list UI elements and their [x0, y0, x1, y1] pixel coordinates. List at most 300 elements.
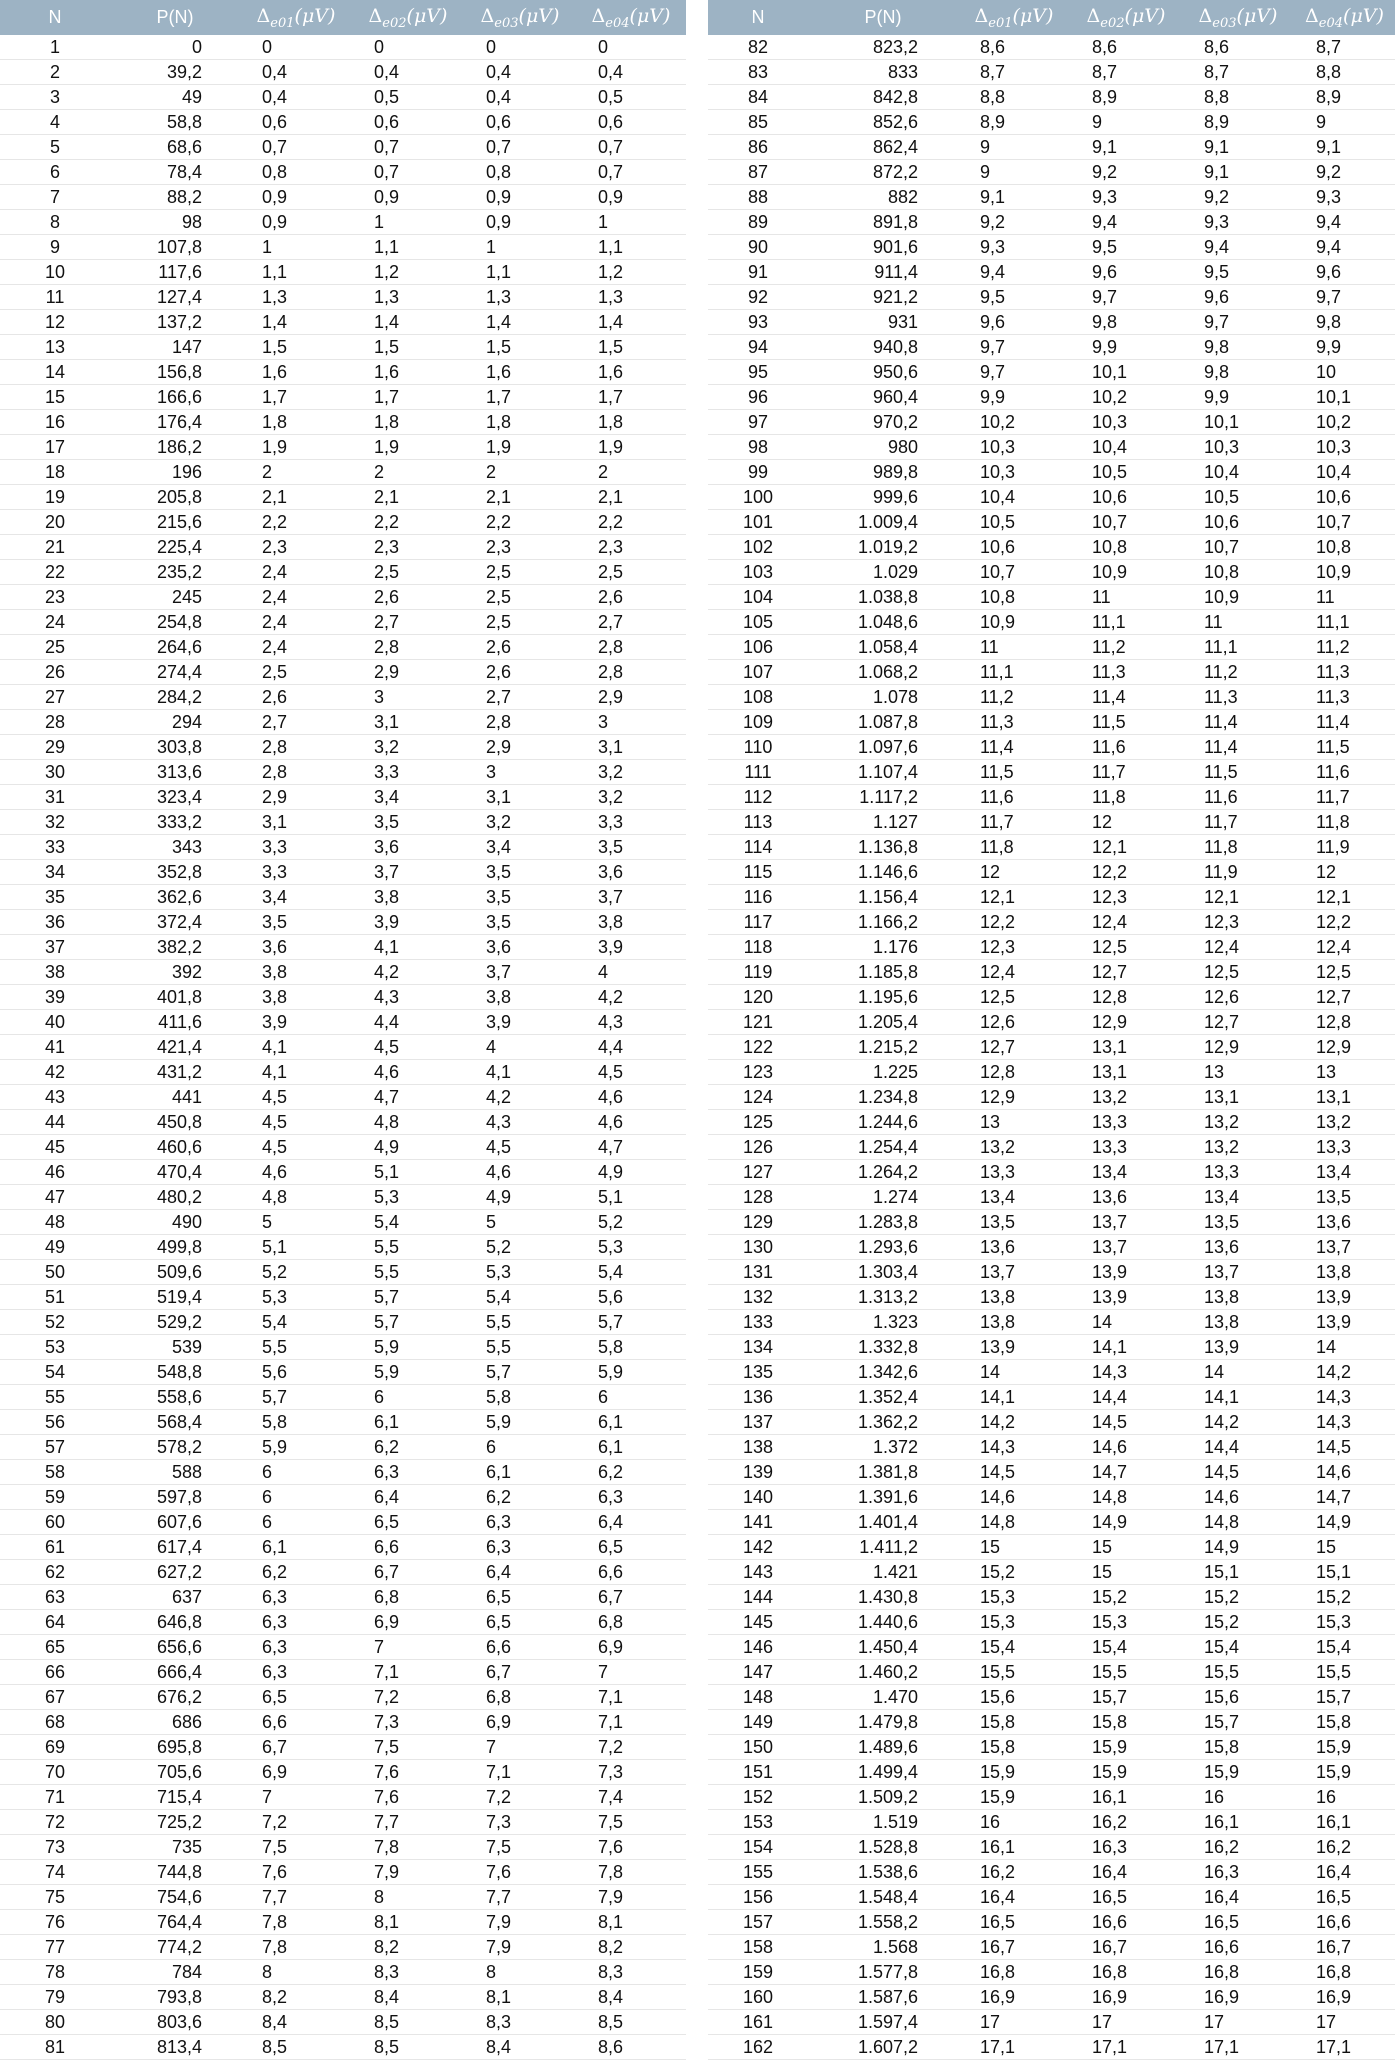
cell-e02: 0,5: [352, 85, 464, 110]
cell-e03: 6,5: [464, 1610, 576, 1635]
cell-p: 597,8: [110, 1485, 240, 1510]
cell-p: 744,8: [110, 1860, 240, 1885]
cell-p: 1.352,4: [808, 1385, 958, 1410]
table-row: [708, 1310, 1395, 1335]
cell-e01: 15,3: [958, 1610, 1070, 1635]
data-table-right: [708, 0, 1395, 2060]
cell-e04: 6,1: [576, 1435, 686, 1460]
cell-e01: 16,4: [958, 1885, 1070, 1910]
table-row: [708, 1810, 1395, 1835]
cell-e02: 3,5: [352, 810, 464, 835]
cell-e03: 11,5: [1182, 760, 1294, 785]
cell-p: 607,6: [110, 1510, 240, 1535]
cell-e01: 13,7: [958, 1260, 1070, 1285]
cell-n: 139: [708, 1460, 808, 1485]
cell-e02: 15,8: [1070, 1710, 1182, 1735]
cell-n: 72: [0, 1810, 110, 1835]
cell-e01: 0,4: [240, 60, 352, 85]
cell-e02: 8: [352, 1885, 464, 1910]
cell-p: 568,4: [110, 1410, 240, 1435]
cell-e02: 0: [352, 35, 464, 60]
cell-e04: 13,4: [1294, 1160, 1395, 1185]
cell-e01: 3,9: [240, 1010, 352, 1035]
cell-p: 127,4: [110, 285, 240, 310]
cell-e04: 4,7: [576, 1135, 686, 1160]
cell-e04: 16,2: [1294, 1835, 1395, 1860]
cell-p: 548,8: [110, 1360, 240, 1385]
cell-e03: 1,3: [464, 285, 576, 310]
cell-e02: 9,7: [1070, 285, 1182, 310]
cell-e02: 3,3: [352, 760, 464, 785]
cell-e03: 12,1: [1182, 885, 1294, 910]
cell-e02: 0,7: [352, 135, 464, 160]
cell-e01: 9,6: [958, 310, 1070, 335]
cell-e01: 1: [240, 235, 352, 260]
cell-e03: 2,9: [464, 735, 576, 760]
table-row: [0, 560, 686, 585]
cell-p: 989,8: [808, 460, 958, 485]
cell-e01: 4,1: [240, 1060, 352, 1085]
cell-n: 143: [708, 1560, 808, 1585]
cell-n: 146: [708, 1635, 808, 1660]
cell-e01: 13,6: [958, 1235, 1070, 1260]
cell-p: 49: [110, 85, 240, 110]
table-row: [0, 1960, 686, 1985]
cell-e04: 3,8: [576, 910, 686, 935]
cell-e01: 1,7: [240, 385, 352, 410]
cell-p: 1.293,6: [808, 1235, 958, 1260]
table-row: [0, 1035, 686, 1060]
table-row: [0, 1735, 686, 1760]
cell-e04: 12,8: [1294, 1010, 1395, 1035]
cell-e03: 12,6: [1182, 985, 1294, 1010]
cell-e02: 13,2: [1070, 1085, 1182, 1110]
cell-e04: 0,7: [576, 160, 686, 185]
table-row: [708, 1560, 1395, 1585]
table-row: [708, 85, 1395, 110]
cell-e02: 5,1: [352, 1160, 464, 1185]
cell-e02: 15,3: [1070, 1610, 1182, 1635]
cell-e04: 1,3: [576, 285, 686, 310]
cell-p: 1.019,2: [808, 535, 958, 560]
cell-e03: 6,6: [464, 1635, 576, 1660]
table-row: [708, 1485, 1395, 1510]
table-row: [708, 1435, 1395, 1460]
cell-e01: 2,1: [240, 485, 352, 510]
cell-p: 872,2: [808, 160, 958, 185]
cell-n: 33: [0, 835, 110, 860]
cell-e04: 11,3: [1294, 660, 1395, 685]
cell-n: 35: [0, 885, 110, 910]
cell-n: 44: [0, 1110, 110, 1135]
cell-p: 1.136,8: [808, 835, 958, 860]
table-row: [0, 810, 686, 835]
cell-e02: 5,7: [352, 1310, 464, 1335]
cell-n: 116: [708, 885, 808, 910]
table-row: [0, 1260, 686, 1285]
cell-e03: 16,1: [1182, 1810, 1294, 1835]
cell-n: 10: [0, 260, 110, 285]
cell-e01: 6,9: [240, 1760, 352, 1785]
cell-p: 1.577,8: [808, 1960, 958, 1985]
cell-n: 107: [708, 660, 808, 685]
cell-e04: 11,8: [1294, 810, 1395, 835]
cell-p: 1.313,2: [808, 1285, 958, 1310]
cell-e01: 9,7: [958, 360, 1070, 385]
cell-e02: 2,8: [352, 635, 464, 660]
cell-p: 588: [110, 1460, 240, 1485]
cell-e03: 1,4: [464, 310, 576, 335]
cell-e04: 8,1: [576, 1910, 686, 1935]
cell-n: 154: [708, 1835, 808, 1860]
cell-n: 153: [708, 1810, 808, 1835]
cell-n: 113: [708, 810, 808, 835]
table-row: [0, 635, 686, 660]
table-row: [708, 1835, 1395, 1860]
cell-e01: 10,6: [958, 535, 1070, 560]
table-row: [708, 1035, 1395, 1060]
cell-e01: 15: [958, 1535, 1070, 1560]
cell-e03: 1,5: [464, 335, 576, 360]
cell-p: 960,4: [808, 385, 958, 410]
cell-e04: 8,4: [576, 1985, 686, 2010]
cell-e03: 3,1: [464, 785, 576, 810]
cell-p: 1.479,8: [808, 1710, 958, 1735]
header-e02: $\Delta_{e02}(\mu V)$: [368, 4, 448, 31]
cell-e01: 12,4: [958, 960, 1070, 985]
table-row: [0, 110, 686, 135]
cell-e04: 15,7: [1294, 1685, 1395, 1710]
cell-e01: 9,1: [958, 185, 1070, 210]
table-row: [0, 1310, 686, 1335]
cell-p: 1.499,4: [808, 1760, 958, 1785]
cell-n: 162: [708, 2035, 808, 2060]
table-row: [0, 1560, 686, 1585]
cell-e03: 8,1: [464, 1985, 576, 2010]
cell-n: 27: [0, 685, 110, 710]
table-row: [0, 1760, 686, 1785]
cell-e02: 3,4: [352, 785, 464, 810]
cell-e04: 3,1: [576, 735, 686, 760]
cell-e04: 0,4: [576, 60, 686, 85]
cell-e02: 14,5: [1070, 1410, 1182, 1435]
cell-n: 101: [708, 510, 808, 535]
cell-e04: 7,1: [576, 1685, 686, 1710]
table-row: [0, 1010, 686, 1035]
cell-e01: 9: [958, 135, 1070, 160]
table-row: [0, 1235, 686, 1260]
cell-e02: 12,9: [1070, 1010, 1182, 1035]
cell-p: 950,6: [808, 360, 958, 385]
table-row: [0, 2010, 686, 2035]
cell-p: 774,2: [110, 1935, 240, 1960]
cell-e03: 4,3: [464, 1110, 576, 1135]
table-row: [708, 1885, 1395, 1910]
cell-e04: 11: [1294, 585, 1395, 610]
cell-e02: 13,9: [1070, 1285, 1182, 1310]
cell-n: 120: [708, 985, 808, 1010]
cell-n: 141: [708, 1510, 808, 1535]
cell-e02: 10,3: [1070, 410, 1182, 435]
cell-e01: 15,6: [958, 1685, 1070, 1710]
cell-e04: 14: [1294, 1335, 1395, 1360]
cell-e04: 3,7: [576, 885, 686, 910]
cell-e04: 10,8: [1294, 535, 1395, 560]
cell-e02: 7,8: [352, 1835, 464, 1860]
cell-n: 155: [708, 1860, 808, 1885]
cell-p: 803,6: [110, 2010, 240, 2035]
table-row: [708, 1660, 1395, 1685]
cell-e01: 13,9: [958, 1335, 1070, 1360]
cell-e03: 5,5: [464, 1310, 576, 1335]
cell-e01: 12,5: [958, 985, 1070, 1010]
cell-p: 842,8: [808, 85, 958, 110]
cell-p: 627,2: [110, 1560, 240, 1585]
cell-e02: 0,7: [352, 160, 464, 185]
cell-e04: 8,2: [576, 1935, 686, 1960]
cell-n: 160: [708, 1985, 808, 2010]
cell-e01: 11,7: [958, 810, 1070, 835]
cell-e04: 15,5: [1294, 1660, 1395, 1685]
cell-n: 49: [0, 1235, 110, 1260]
cell-e01: 2,3: [240, 535, 352, 560]
cell-e03: 8,3: [464, 2010, 576, 2035]
cell-n: 96: [708, 385, 808, 410]
cell-n: 80: [0, 2010, 110, 2035]
table-row: [708, 185, 1395, 210]
cell-p: 1.597,4: [808, 2010, 958, 2035]
cell-e04: 11,4: [1294, 710, 1395, 735]
header-e04: $\Delta_{e04}(\mu V)$: [591, 4, 671, 31]
cell-e02: 1,8: [352, 410, 464, 435]
cell-e04: 16,5: [1294, 1885, 1395, 1910]
table-row: [708, 460, 1395, 485]
cell-e02: 0,9: [352, 185, 464, 210]
cell-e03: 16,6: [1182, 1935, 1294, 1960]
table-row: [708, 1785, 1395, 1810]
cell-n: 100: [708, 485, 808, 510]
cell-e01: 10,2: [958, 410, 1070, 435]
cell-e01: 1,3: [240, 285, 352, 310]
cell-e01: 14,8: [958, 1510, 1070, 1535]
cell-e01: 2: [240, 460, 352, 485]
table-row: [708, 935, 1395, 960]
cell-p: 1.381,8: [808, 1460, 958, 1485]
table-row: [708, 960, 1395, 985]
cell-e03: 9,1: [1182, 135, 1294, 160]
cell-n: 24: [0, 610, 110, 635]
cell-e02: 8,5: [352, 2035, 464, 2060]
cell-e02: 16,7: [1070, 1935, 1182, 1960]
table-row: [708, 1760, 1395, 1785]
cell-p: 754,6: [110, 1885, 240, 1910]
cell-p: 441: [110, 1085, 240, 1110]
cell-e02: 1,7: [352, 385, 464, 410]
table-row: [708, 1610, 1395, 1635]
cell-p: 539: [110, 1335, 240, 1360]
cell-e04: 1,8: [576, 410, 686, 435]
cell-n: 145: [708, 1610, 808, 1635]
cell-n: 6: [0, 160, 110, 185]
cell-e04: 2,6: [576, 585, 686, 610]
cell-e01: 0,9: [240, 210, 352, 235]
cell-p: 1.430,8: [808, 1585, 958, 1610]
cell-e02: 14,3: [1070, 1360, 1182, 1385]
cell-n: 79: [0, 1985, 110, 2010]
cell-e01: 5,7: [240, 1385, 352, 1410]
table-row: [0, 1885, 686, 1910]
cell-e03: 14,2: [1182, 1410, 1294, 1435]
table-row: [0, 685, 686, 710]
cell-p: 392: [110, 960, 240, 985]
cell-e02: 10,6: [1070, 485, 1182, 510]
cell-p: 401,8: [110, 985, 240, 1010]
cell-e04: 13,1: [1294, 1085, 1395, 1110]
cell-e04: 0,6: [576, 110, 686, 135]
cell-e04: 7: [576, 1660, 686, 1685]
table-row: [0, 1610, 686, 1635]
table-row: [708, 485, 1395, 510]
cell-p: 1.362,2: [808, 1410, 958, 1435]
table-body-left: [0, 35, 686, 2060]
cell-e01: 6,3: [240, 1585, 352, 1610]
cell-e03: 5,5: [464, 1335, 576, 1360]
table-row: [708, 285, 1395, 310]
cell-e02: 13,4: [1070, 1160, 1182, 1185]
cell-e01: 15,2: [958, 1560, 1070, 1585]
table-row: [0, 1285, 686, 1310]
cell-e04: 4,2: [576, 985, 686, 1010]
table-row: [0, 1135, 686, 1160]
cell-e04: 0: [576, 35, 686, 60]
cell-e03: 6,5: [464, 1585, 576, 1610]
cell-e03: 0,8: [464, 160, 576, 185]
cell-e03: 9,4: [1182, 235, 1294, 260]
table-row: [708, 510, 1395, 535]
cell-e03: 7: [464, 1735, 576, 1760]
cell-e02: 2,3: [352, 535, 464, 560]
cell-e02: 5,9: [352, 1360, 464, 1385]
cell-p: 705,6: [110, 1760, 240, 1785]
cell-n: 1: [0, 35, 110, 60]
table-row: [0, 735, 686, 760]
cell-e01: 7,7: [240, 1885, 352, 1910]
cell-p: 676,2: [110, 1685, 240, 1710]
cell-e04: 7,1: [576, 1710, 686, 1735]
cell-e03: 5,9: [464, 1410, 576, 1435]
cell-p: 0: [110, 35, 240, 60]
cell-p: 294: [110, 710, 240, 735]
cell-n: 28: [0, 710, 110, 735]
cell-e03: 7,7: [464, 1885, 576, 1910]
table-row: [0, 535, 686, 560]
cell-p: 813,4: [110, 2035, 240, 2060]
cell-p: 862,4: [808, 135, 958, 160]
cell-p: 490: [110, 1210, 240, 1235]
table-row: [708, 235, 1395, 260]
table-row: [0, 1835, 686, 1860]
table-row: [0, 410, 686, 435]
cell-e01: 7,8: [240, 1935, 352, 1960]
cell-e04: 17,1: [1294, 2035, 1395, 2060]
cell-e03: 14,4: [1182, 1435, 1294, 1460]
cell-n: 108: [708, 685, 808, 710]
cell-e04: 10,2: [1294, 410, 1395, 435]
cell-n: 42: [0, 1060, 110, 1085]
cell-e03: 11,4: [1182, 735, 1294, 760]
cell-e01: 3,8: [240, 960, 352, 985]
cell-e02: 8,2: [352, 1935, 464, 1960]
cell-e04: 9,2: [1294, 160, 1395, 185]
cell-e01: 16,8: [958, 1960, 1070, 1985]
cell-n: 55: [0, 1385, 110, 1410]
cell-e01: 11,4: [958, 735, 1070, 760]
cell-e01: 14,3: [958, 1435, 1070, 1460]
cell-e01: 5: [240, 1210, 352, 1235]
cell-e03: 13,8: [1182, 1310, 1294, 1335]
cell-n: 76: [0, 1910, 110, 1935]
cell-n: 16: [0, 410, 110, 435]
table-row: [0, 1985, 686, 2010]
cell-e04: 7,5: [576, 1810, 686, 1835]
cell-n: 104: [708, 585, 808, 610]
cell-e03: 16,3: [1182, 1860, 1294, 1885]
table-row: [708, 1285, 1395, 1310]
cell-e01: 0,8: [240, 160, 352, 185]
cell-n: 87: [708, 160, 808, 185]
cell-p: 78,4: [110, 160, 240, 185]
cell-e03: 10,4: [1182, 460, 1294, 485]
cell-p: 68,6: [110, 135, 240, 160]
cell-e04: 5,9: [576, 1360, 686, 1385]
cell-e03: 6,9: [464, 1710, 576, 1735]
cell-e03: 6,2: [464, 1485, 576, 1510]
cell-n: 22: [0, 560, 110, 585]
cell-e04: 0,7: [576, 135, 686, 160]
table-row: [708, 785, 1395, 810]
cell-n: 39: [0, 985, 110, 1010]
cell-e04: 3,3: [576, 810, 686, 835]
cell-e01: 11,5: [958, 760, 1070, 785]
cell-e01: 6: [240, 1510, 352, 1535]
cell-e03: 6,3: [464, 1535, 576, 1560]
cell-n: 158: [708, 1935, 808, 1960]
cell-n: 52: [0, 1310, 110, 1335]
cell-e03: 15,2: [1182, 1610, 1294, 1635]
cell-e01: 3,3: [240, 835, 352, 860]
cell-e03: 6,3: [464, 1510, 576, 1535]
cell-e03: 15,6: [1182, 1685, 1294, 1710]
cell-e03: 2,6: [464, 660, 576, 685]
cell-n: 38: [0, 960, 110, 985]
cell-p: 764,4: [110, 1910, 240, 1935]
cell-e04: 7,6: [576, 1835, 686, 1860]
cell-p: 558,6: [110, 1385, 240, 1410]
cell-n: 137: [708, 1410, 808, 1435]
cell-e01: 8,7: [958, 60, 1070, 85]
cell-e02: 8,9: [1070, 85, 1182, 110]
cell-e04: 9,1: [1294, 135, 1395, 160]
cell-e01: 2,4: [240, 635, 352, 660]
cell-n: 13: [0, 335, 110, 360]
table-row: [0, 1585, 686, 1610]
header-row: [0, 0, 686, 35]
cell-e01: 6,5: [240, 1685, 352, 1710]
cell-e01: 15,3: [958, 1585, 1070, 1610]
table-row: [708, 1010, 1395, 1035]
cell-e04: 6,6: [576, 1560, 686, 1585]
cell-e01: 7,5: [240, 1835, 352, 1860]
